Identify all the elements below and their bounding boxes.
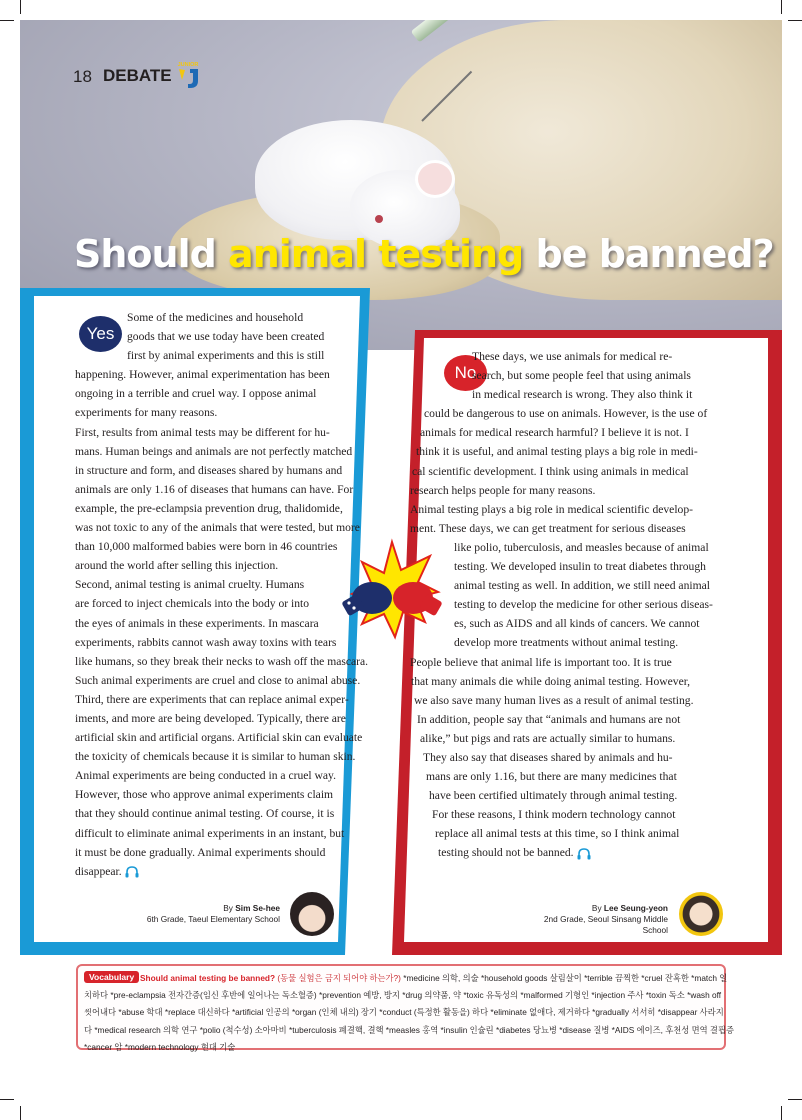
- no-author-name: Lee Seung-yeon: [603, 903, 668, 913]
- text-line: es, such as AIDS and all kinds of cancers. We cannot: [454, 617, 700, 631]
- vocabulary-text: [84, 970, 734, 1056]
- text-line: was not toxic to any of the animals that were tested, but more: [75, 521, 360, 535]
- text-line: animals for medical research harmful? I believe it is not. I: [420, 426, 689, 440]
- vocab-line: [84, 970, 728, 987]
- text-line: that they should continue animal testing. Of course, it is: [75, 807, 335, 821]
- text-line: in medical research is wrong. They also think it: [472, 388, 693, 402]
- page-title: [74, 232, 774, 276]
- title-part-2: be banned?: [523, 232, 774, 276]
- no-argument: [410, 347, 730, 863]
- crop-mark: [781, 0, 782, 14]
- junior-j-logo: [174, 60, 202, 90]
- no-badge: No: [444, 355, 487, 391]
- magazine-page: [20, 20, 782, 1100]
- text-line: think it is useful, and animal testing plays a big role in medi-: [416, 445, 698, 459]
- yes-badge: Yes: [79, 316, 122, 352]
- yes-byline-prefix: By: [223, 903, 236, 913]
- text-line: alike,” but pigs and rats are actually similar to humans.: [420, 731, 676, 745]
- text-line: than 10,000 malformed babies were born in 46 countries: [75, 540, 338, 554]
- page-number: 18: [73, 67, 92, 86]
- text-line: However, those who approve animal experiments claim: [75, 788, 334, 802]
- section-label: DEBATE: [103, 66, 172, 85]
- junior-logo-text: JUNIOR: [177, 62, 199, 68]
- text-line: iments, and more are being developed. Typically, there are: [75, 711, 346, 725]
- text-line: it must be done gradually. Animal experiments should: [75, 845, 326, 859]
- text-line: develop more treatments without animal testing.: [454, 636, 679, 650]
- yes-author-avatar: [288, 890, 336, 938]
- text-line: They also say that diseases shared by animals and hu-: [423, 750, 673, 764]
- crop-mark: [20, 0, 21, 14]
- text-line: Some of the medicines and household: [127, 311, 304, 324]
- vocab-line-0: *medicine 의학, 의술 *household goods 살림살이 *terrible 끔찍한 *cruel 잔혹한 *match 일: [403, 973, 728, 983]
- title-highlight: animal testing: [228, 232, 524, 276]
- text-line: animals are only 1.16 of diseases that humans can have. For: [75, 482, 354, 496]
- crop-mark: [20, 1106, 21, 1120]
- vocab-line: *cancer 암 *modern technology 현대 기술: [84, 1041, 236, 1052]
- text-line: ment. These days, we can get treatment for serious diseases: [410, 521, 686, 535]
- text-line: Second, animal testing is animal cruelty. Humans: [75, 578, 305, 592]
- text-line: For these reasons, I think modern technology cannot: [432, 808, 676, 822]
- vocabulary-tag: Vocabulary: [84, 971, 139, 983]
- crop-mark: [781, 1106, 782, 1120]
- text-line: could be dangerous to use on animals. However, is the use of: [424, 407, 708, 421]
- crop-mark: [788, 1099, 802, 1100]
- yes-byline: [140, 903, 280, 925]
- no-byline: [520, 903, 668, 936]
- text-line: goods that we use today have been created: [127, 330, 325, 344]
- text-line: Such animal experiments are cruel and close to animal abuse.: [75, 673, 361, 687]
- crop-mark: [788, 20, 802, 21]
- vocab-line: 씻어내다 *abuse 학대 *replace 대신하다 *artificial 인공의 *organ (인체 내의) 장기 *conduct (특정한 활동을) 하다 *eliminate 없애다, 제거하다 *gradually 서서히 *disappear 사라지: [84, 1007, 724, 1018]
- text-line: People believe that animal life is important too. It is true: [410, 655, 672, 669]
- headphone-icon: [577, 848, 591, 860]
- yes-author-school: 6th Grade, Taeul Elementary School: [146, 914, 280, 924]
- text-line: Third, there are experiments that can replace animal exper-: [75, 692, 349, 706]
- text-line: research helps people for many reasons.: [410, 483, 596, 497]
- text-line: testing should not be banned.: [438, 846, 574, 860]
- text-line: around the world after selling this injection.: [75, 559, 279, 573]
- no-byline-prefix: By: [591, 903, 604, 913]
- vocabulary-box: [76, 964, 734, 1052]
- no-author-avatar: [677, 890, 725, 938]
- text-line: Animal testing plays a big role in medical scientific develop-: [410, 502, 693, 516]
- vocab-title-korean: (동물 실험은 금지 되어야 하는가?): [275, 973, 404, 983]
- text-line: replace all animal tests at this time, so I think animal: [435, 827, 680, 841]
- text-line: In addition, people say that “animals and humans are not: [417, 712, 681, 726]
- text-line: difficult to eliminate animal experiments in an instant, but: [75, 826, 345, 840]
- text-line: artificial skin and artificial organs. Artificial skin can evaluate: [75, 731, 363, 745]
- text-line: the toxicity of chemicals because it is similar to human skin.: [75, 750, 356, 764]
- text-line: search, but some people feel that using animals: [472, 369, 691, 383]
- text-line: First, results from animal tests may be different for hu-: [75, 425, 330, 439]
- text-line: mans. Human beings and animals are not perfectly matched: [75, 444, 353, 458]
- text-line: like humans, so they break their necks to wash off the mascara.: [75, 654, 369, 668]
- text-line: disappear.: [75, 864, 122, 878]
- text-line: in structure and form, and diseases shared by humans and: [75, 463, 343, 477]
- vocab-line: 다 *medical research 의학 연구 *polio (척수성) 소아마비 *tuberculosis 폐결핵, 결핵 *measles 홍역 *insulin 인슐린 *diabetes 당뇨병 *disease 질병 *AIDS 에이즈, 후천성 면역 결핍증: [84, 1024, 734, 1035]
- crop-mark: [0, 20, 14, 21]
- vocab-title: Should animal testing be banned?: [140, 973, 276, 983]
- text-line: like polio, tuberculosis, and measles because of animal: [454, 540, 709, 554]
- text-line: experiments, rabbits cannot wash away toxins with tears: [75, 635, 337, 649]
- title-part-1: Should: [74, 232, 229, 276]
- text-line: have been certified ultimately through animal testing.: [429, 789, 678, 803]
- text-line: cal scientific development. I think using animals in medical: [412, 464, 689, 478]
- text-line: first by animal experiments and this is still: [127, 349, 325, 363]
- text-line: Animal experiments are being conducted in a cruel way.: [75, 769, 336, 783]
- yes-author-name: Sim Se-hee: [235, 903, 280, 913]
- no-author-school: 2nd Grade, Seoul Sinsang Middle School: [543, 914, 668, 935]
- text-line: example, the pre-eclampsia prevention drug, thalidomide,: [75, 501, 343, 515]
- text-line: are forced to inject chemicals into the body or into: [75, 597, 310, 611]
- text-line: mans are only 1.16, but there are many medicines that: [426, 770, 677, 784]
- text-line: testing. We developed insulin to treat diabetes through: [454, 560, 706, 574]
- yes-argument: [75, 308, 395, 881]
- text-line: These days, we use animals for medical re-: [472, 350, 673, 363]
- headphone-icon: [125, 866, 139, 878]
- text-line: happening. However, animal experimentation has been: [75, 368, 330, 382]
- text-line: testing to develop the medicine for other serious diseas-: [454, 598, 713, 612]
- text-line: experiments for many reasons.: [75, 406, 218, 420]
- text-line: animal testing as well. In addition, we still need animal: [454, 579, 710, 593]
- text-line: we also save many human lives as a result of animal testing.: [414, 693, 694, 707]
- text-line: ongoing in a terrible and cruel way. I oppose animal: [75, 387, 317, 401]
- text-line: the eyes of animals in these experiments. In mascara: [75, 616, 319, 630]
- crop-mark: [0, 1099, 14, 1100]
- text-line: that many animals die while doing animal testing. However,: [411, 674, 691, 688]
- vocab-line: 치하다 *pre-eclampsia 전자간증(임신 후반에 일어나는 독소혈증) *prevention 예방, 방지 *drug 의약품, 약 *toxic 유독성의 *malformed 기형인 *injection 주사 *toxin 독소 *wash off: [84, 990, 722, 1001]
